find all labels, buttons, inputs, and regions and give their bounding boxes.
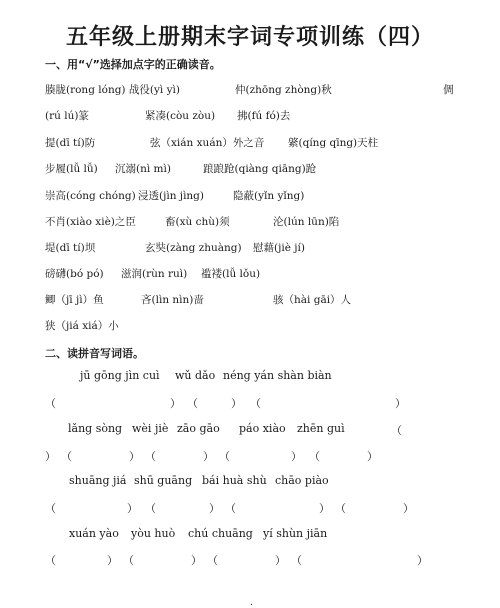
answer-blank-row [45,395,465,411]
answer-blank-row [45,500,465,516]
page-title: 五年级上册期末字词专项训练（四） [65,25,434,50]
answer-blank-close[interactable]: ） [417,554,428,567]
question-item: 弦（xián xuán）外之音 [150,137,265,149]
answer-blank-close[interactable]: ） [127,502,138,515]
question-line [45,161,465,177]
answer-blank-open[interactable]: （ [45,397,56,410]
answer-blank-close[interactable]: ） [291,450,302,463]
answer-blank-open[interactable]: （ [309,450,320,463]
answer-blank-close[interactable]: ） [170,397,181,410]
answer-blank-row [45,448,465,464]
answer-blank-close[interactable]: ） [275,554,286,567]
section-heading-1: 一、用“√”选择加点字的正确读音。 [45,58,221,71]
answer-blank-open[interactable]: （ [291,554,302,567]
question-item: (rú lú)篆 [45,110,89,122]
answer-blank-close[interactable]: ） [367,450,378,463]
question-line [45,266,465,282]
question-line [45,240,465,256]
question-item: 腠胧(rong lóng) 战役(yì yì) [45,84,180,96]
answer-blank-close[interactable]: ） [319,502,330,515]
answer-blank-close[interactable]: ） [209,502,220,515]
question-item: 步履(lǚ lǚ) [45,163,98,175]
pinyin-item: chāo piào [275,474,329,487]
answer-blank-open[interactable]: （ [145,450,156,463]
question-item: 倜 [443,84,454,96]
answer-blank-row [45,552,465,568]
question-item: 浸透(jìn jìng) [138,190,205,202]
answer-blank-open[interactable]: （ [187,397,198,410]
answer-blank-close[interactable]: ） [203,450,214,463]
answer-blank-open[interactable]: （ [207,554,218,567]
answer-blank-close[interactable]: ） [45,450,56,463]
pinyin-row [45,527,465,543]
question-item: 吝(lìn nìn)啬 [141,294,204,306]
question-item: 堤(dī tí)坝 [45,242,96,254]
question-item: 不肖(xiào xiè)之臣 [45,216,136,228]
question-line [45,318,465,334]
question-item: 紧凑(còu zòu) [145,110,216,122]
pinyin-item: yòu huò [131,527,176,540]
question-line [45,214,465,230]
question-line [45,108,465,124]
answer-blank-open[interactable]: （ [45,554,56,567]
answer-blank-open[interactable]: （ [145,502,156,515]
pinyin-item: bái huà shù [202,474,267,487]
pinyin-item: shuāng jiá [69,474,127,487]
question-item: 仲(zhōng zhòng)秋 [235,84,332,96]
answer-blank-close[interactable]: ） [107,554,118,567]
answer-blank-open[interactable]: （ [391,424,402,437]
question-item: 隐蔽(yǐn yǐng) [233,190,305,202]
answer-blank-open[interactable]: （ [335,502,346,515]
answer-blank-open[interactable]: （ [123,554,134,567]
pinyin-item: zhēn guì [297,422,345,435]
pinyin-item: chú chuāng [188,527,253,540]
question-item: 磅礴(bó pó) [45,268,104,280]
question-item: 褴褛(lǚ lǒu) [201,268,261,280]
pinyin-row [45,474,465,490]
page-mark: . [250,598,253,608]
answer-blank-close[interactable]: ） [403,502,414,515]
answer-blank-open[interactable]: （ [45,502,56,515]
pinyin-item: xuán yào [69,527,119,540]
answer-blank-open[interactable]: （ [250,397,261,410]
question-line [45,188,465,204]
answer-blank-close[interactable]: ） [129,450,140,463]
question-line [45,82,465,98]
answer-blank-open[interactable]: （ [219,450,230,463]
question-line [45,292,465,308]
pinyin-item: zāo gāo [177,422,220,435]
pinyin-item: wǔ dǎo [175,369,216,382]
section-heading-2: 二、读拼音写词语。 [45,347,144,360]
question-item: 拂(fú fó)去 [237,110,291,122]
pinyin-item: yí shùn jiān [263,527,328,540]
answer-blank-open[interactable]: （ [225,502,236,515]
question-item: 滋润(rùn ruì) [121,268,188,280]
question-item: 鲫（jī jì）鱼 [45,294,104,306]
pinyin-row [45,422,465,438]
question-item: 踉踉跄(qiàng qiāng)跄 [203,163,317,175]
question-item: 沉溺(nì mì) [115,163,171,175]
question-item: 沦(lún lūn)陷 [273,216,340,228]
pinyin-item: jū gōng jìn cuì [80,369,160,382]
answer-blank-open[interactable]: （ [61,450,72,463]
question-item: 崇高(cóng chóng) [45,190,136,202]
question-item: 玄奘(zàng zhuàng) [145,242,242,254]
pinyin-item: néng yán shàn biàn [223,369,332,382]
question-item: 提(dī tí)防 [45,137,96,149]
question-item: 慰藉(jiè jí) [253,242,305,254]
pinyin-item: lǎng sòng [68,422,123,435]
pinyin-item: wèi jiè [132,422,169,435]
question-line [45,135,465,151]
pinyin-item: páo xiào [239,422,286,435]
answer-blank-close[interactable]: ） [191,554,202,567]
answer-blank-close[interactable]: ） [231,397,242,410]
question-item: 骇（hài gāi）人 [273,294,352,306]
pinyin-row [45,369,465,385]
question-item: 狭（jiá xiá）小 [45,320,119,332]
question-item: 綮(qíng qīng)天柱 [288,137,379,149]
answer-blank-close[interactable]: ） [395,397,406,410]
pinyin-item: shū guāng [134,474,193,487]
question-item: 畜(xù chù)须 [165,216,230,228]
